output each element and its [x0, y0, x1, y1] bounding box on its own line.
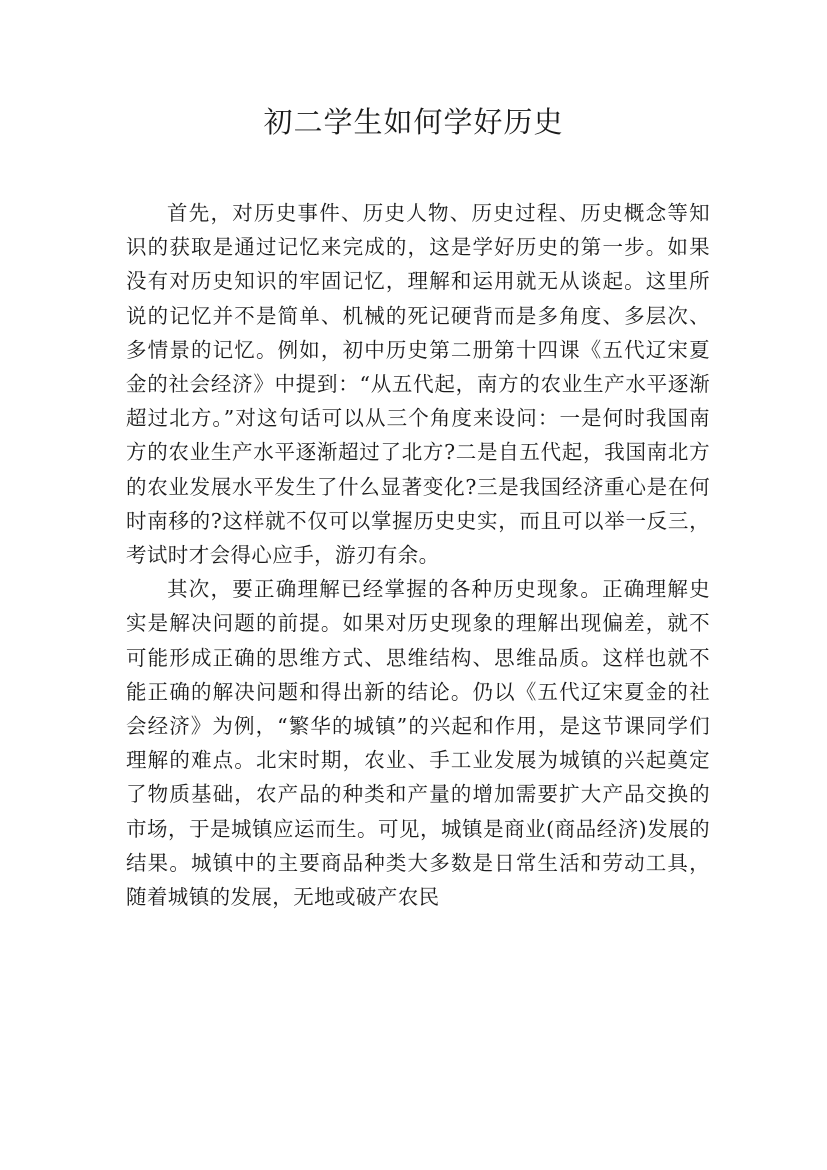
- document-body: [126, 196, 710, 914]
- paragraph-2: 其次，要正确理解已经掌握的各种历史现象。正确理解史实是解决问题的前提。如果对历史现象的理解出现偏差，就不可能形成正确的思维方式、思维结构、思维品质。这样也就不能正确的解决问题和得出新的结论。仍以《五代辽宋夏金的社会经济》为例，“繁华的城镇”的兴起和作用，是这节课同学们理解的难点。北宋时期，农业、手工业发展为城镇的兴起奠定了物质基础，农产品的种类和产量的增加需要扩大产品交换的市场，于是城镇应运而生。可见，城镇是商业(商品经济)发展的结果。城镇中的主要商品种类大多数是日常生活和劳动工具，随着城镇的发展，无地或破产农民: [126, 577, 711, 910]
- paragraph-1: 首先，对历史事件、历史人物、历史过程、历史概念等知识的获取是通过记忆来完成的，这是学好历史的第一步。如果没有对历史知识的牢固记忆，理解和运用就无从谈起。这里所说的记忆并不是简单、机械的死记硬背而是多角度、多层次、多情景的记忆。例如，初中历史第二册第十四课《五代辽宋夏金的社会经济》中提到：“从五代起，南方的农业生产水平逐渐超过北方。”对这句话可以从三个角度来设问：一是何时我国南方的农业生产水平逐渐超过了北方?二是自五代起，我国南北方的农业发展水平发生了什么显著变化?三是我国经济重心是在何时南移的?这样就不仅可以掌握历史史实，而且可以举一反三，考试时才会得心应手，游刃有余。: [126, 201, 710, 568]
- document-title: 初二学生如何学好历史: [263, 105, 564, 139]
